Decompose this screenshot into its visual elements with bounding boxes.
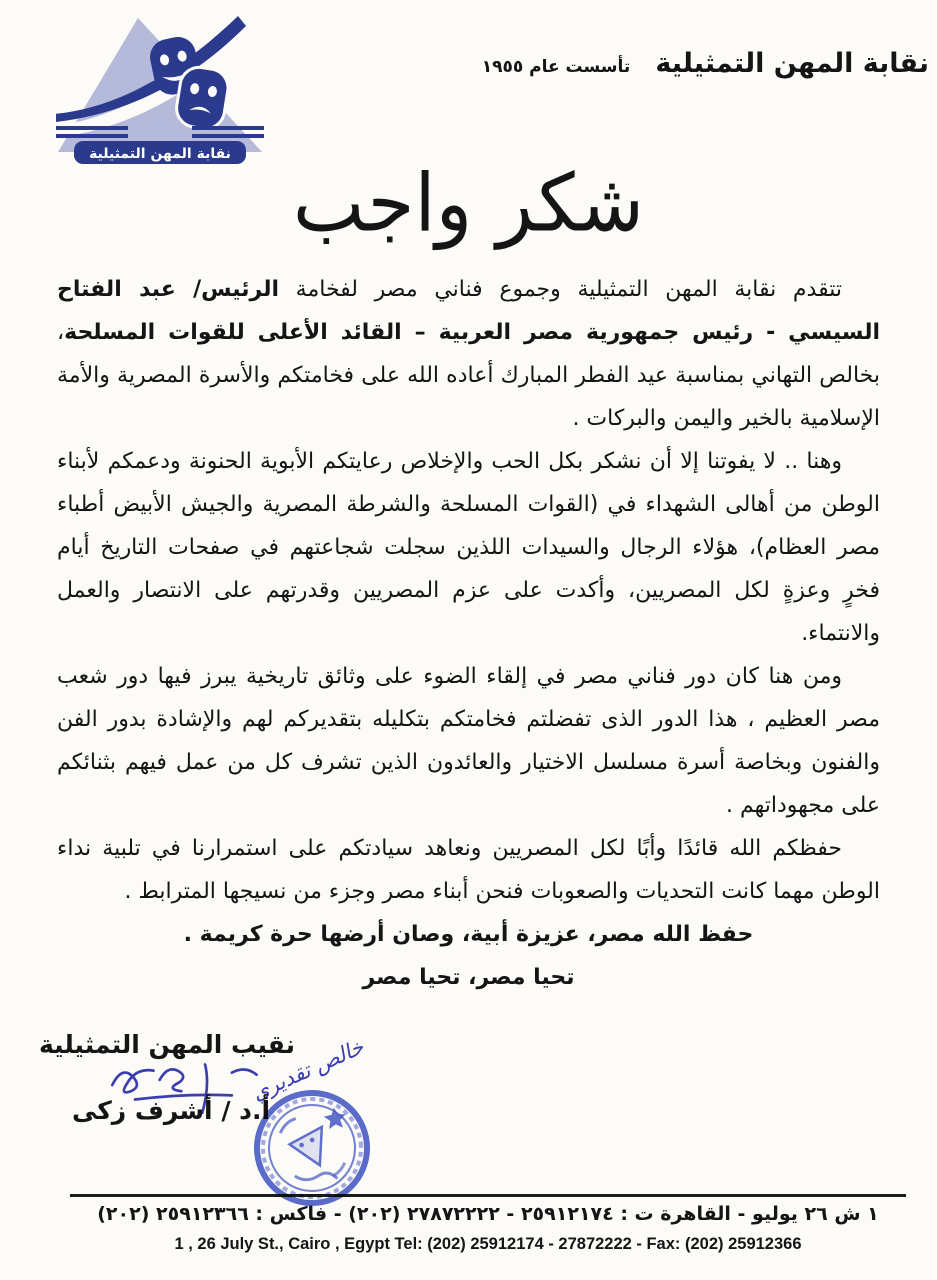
logo-caption: نقابة المهن التمثيلية xyxy=(89,146,231,162)
org-name: نقابة المهن التمثيلية xyxy=(655,48,929,79)
p1-text: تتقدم نقابة المهن التمثيلية وجموع فناني مصر لفخامة xyxy=(279,277,842,302)
paragraph-3: ومن هنا كان دور فناني مصر في إلقاء الضوء على وثائق تاريخية يبرز فيها دور شعب مصر العظيم ، هذا الدور الذى تفضلتم فخامتكم بتكليله بتقديركم لهم والإشادة بدور الفن والفنون وبخاصة أسرة مسلسل الاختيار والعائدون الذين تشرف كل من عمل فيهم بثنائكم على مجهوداتهم . xyxy=(57,664,880,818)
letter-body xyxy=(57,268,880,999)
paragraph-2: وهنا .. لا يفوتنا إلا أن نشكر بكل الحب والإخلاص رعايتكم الأبوية الحنونة ودعمكم لأبناء الوطن من أهالى الشهداء في (القوات المسلحة والشرطة المصرية والجيش الأبيض أطباء مصر العظام)، هؤلاء الرجال والسيدات اللذين سجلت شجاعتهم في صفحات التاريخ أيام فخرٍ وعزةٍ لكل المصريين، وأكدت على عزم المصريين وقدرتهم على الانتصار والعمل والانتماء. xyxy=(57,449,880,646)
syndicate-logo xyxy=(56,14,264,166)
paragraph-1 xyxy=(57,268,880,440)
p1-president-name: الرئيس/ عبد الفتاح السيسي - رئيس جمهورية مصر العربية – القائد الأعلى للقوات المسلحة xyxy=(57,277,880,345)
footer-address-english: 1 , 26 July St., Cairo , Egypt Tel: (202) 25912174 - 27872222 - Fax: (202) 25912366 xyxy=(174,1235,802,1253)
closing-line-2: تحيا مصر، تحيا مصر xyxy=(362,965,575,990)
closing-line-1: حفظ الله مصر، عزيزة أبية، وصان أرضها حرة كريمة . xyxy=(183,922,754,947)
tragedy-mask-icon xyxy=(174,65,231,132)
footer-address-arabic: ١ ش ٢٦ يوليو - القاهرة ت : ٢٥٩١٢١٧٤ - ٢٧٨٧٢٢٢٢ (٢٠٢) - فاكس : ٢٥٩١٢٣٦٦ (٢٠٢) xyxy=(97,1203,879,1225)
signatory-title: نقيب المهن التمثيلية xyxy=(38,1030,296,1059)
letterhead xyxy=(482,48,929,79)
paragraph-4: حفظكم الله قائدًا وأبًا لكل المصريين ونعاهد سيادتكم على استمرارنا في تلبية نداء الوطن مهما كانت التحديات والصعوبات فنحن أبناء مصر وجزء من نسيجها المترابط . xyxy=(57,836,880,904)
signatory-name: أ.د / أشرف زكى xyxy=(71,1096,271,1125)
p1-text-cont: ، بخالص التهاني بمناسبة عيد الفطر المبارك أعاده الله على فخامتكم والأسرة المصرية والأمة الإسلامية بالخير واليمن والبركات . xyxy=(57,320,880,431)
handwritten-note: خالص تقديري xyxy=(248,1034,368,1106)
official-stamp-icon xyxy=(244,1080,380,1216)
footer-divider xyxy=(70,1194,906,1197)
letter-title: شكر واجب xyxy=(292,155,645,250)
founded-year: تأسست عام ١٩٥٥ xyxy=(481,57,631,77)
